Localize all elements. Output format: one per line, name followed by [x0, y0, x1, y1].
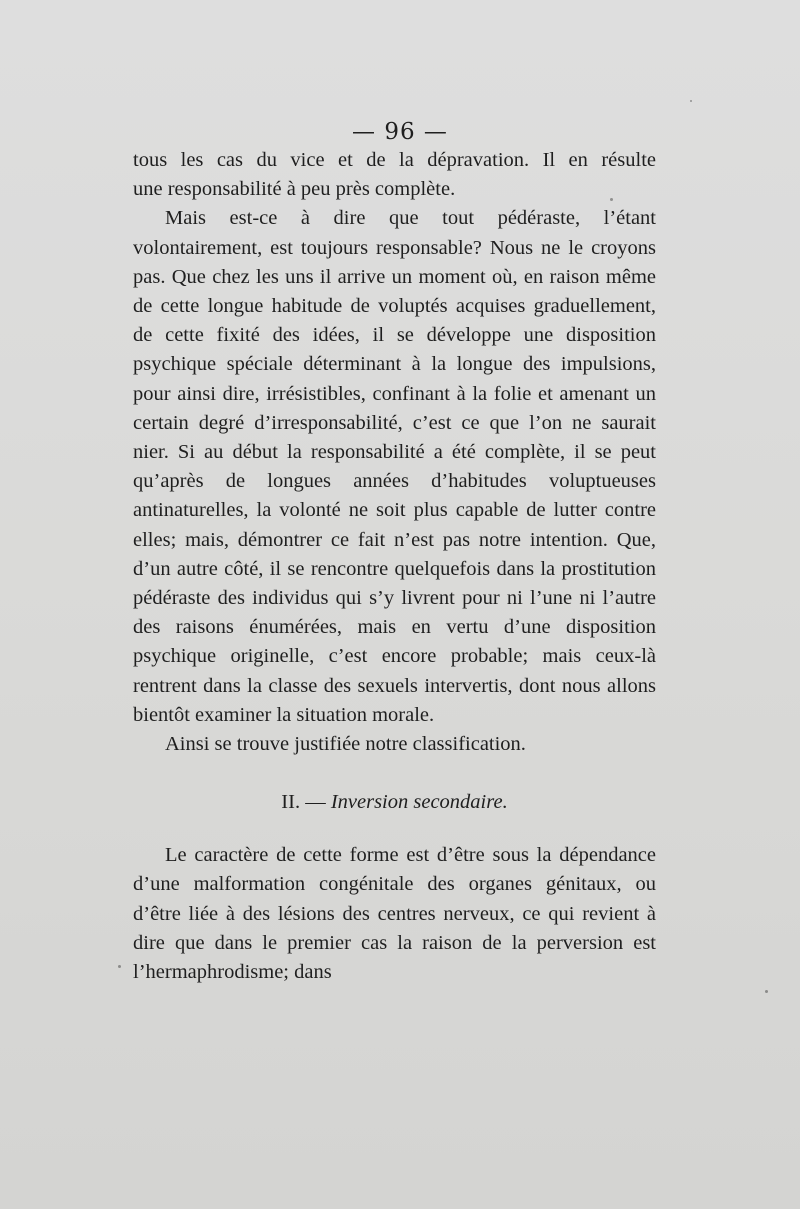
paper-speck — [610, 198, 613, 201]
paragraph: Ainsi se trouve justifiée notre classification. — [165, 733, 526, 756]
paper-speck — [765, 990, 768, 993]
paragraph-line: une responsabilité à peu près complète. — [133, 178, 456, 201]
section-number: II. — — [281, 791, 331, 814]
section-heading — [133, 788, 656, 817]
paragraph-line: tous les cas du vice et de la dépravation. Il en résulte — [133, 149, 656, 171]
paper-speck — [118, 965, 121, 968]
page-number: — 96 — — [352, 119, 448, 145]
paper-speck — [690, 100, 692, 102]
body-text — [133, 146, 656, 987]
paragraph: Mais est-ce à dire que tout pédéraste, l’étant volontairement, est toujours responsable? Nous ne le croyons pas. Que chez les uns il arrive un moment où, en raison même de cette longue habitude de voluptés acquises graduellement, de cette fixité des idées, il se développe une disposition psychique spéciale déterminant à la longue des impulsions, pour ainsi dire, irrésistibles, confinant à la folie et amenant un certain degré d’irresponsabilité, c’est ce que l’on ne saurait nier. Si au début la responsabilité a été complète, il se peut qu’après de longues années d’habitudes voluptueuses antinaturelles, la volonté ne soit plus capable de lutter contre elles; mais, démontrer ce fait n’est pas notre intention. Que, d’un autre côté, il se rencontre quelquefois dans la prostitution pédéraste des individus qui s’y livrent pour ni l’une ni l’autre des raisons énumérées, mais en vertu d’une disposition psychique originelle, c’est encore probable; mais ceux-là rentrent dans la classe des sexuels intervertis, dont nous allons bientôt examiner la situation morale. — [133, 207, 656, 726]
paragraph: Le caractère de cette forme est d’être sous la dépendance d’une malformation congénitale des organes génitaux, ou d’être liée à des lésions des centres nerveux, ce qui revient à dire que dans le premier cas la raison de la perversion est l’hermaphrodisme; dans — [133, 844, 656, 984]
section-title: Inversion secondaire. — [330, 791, 508, 814]
